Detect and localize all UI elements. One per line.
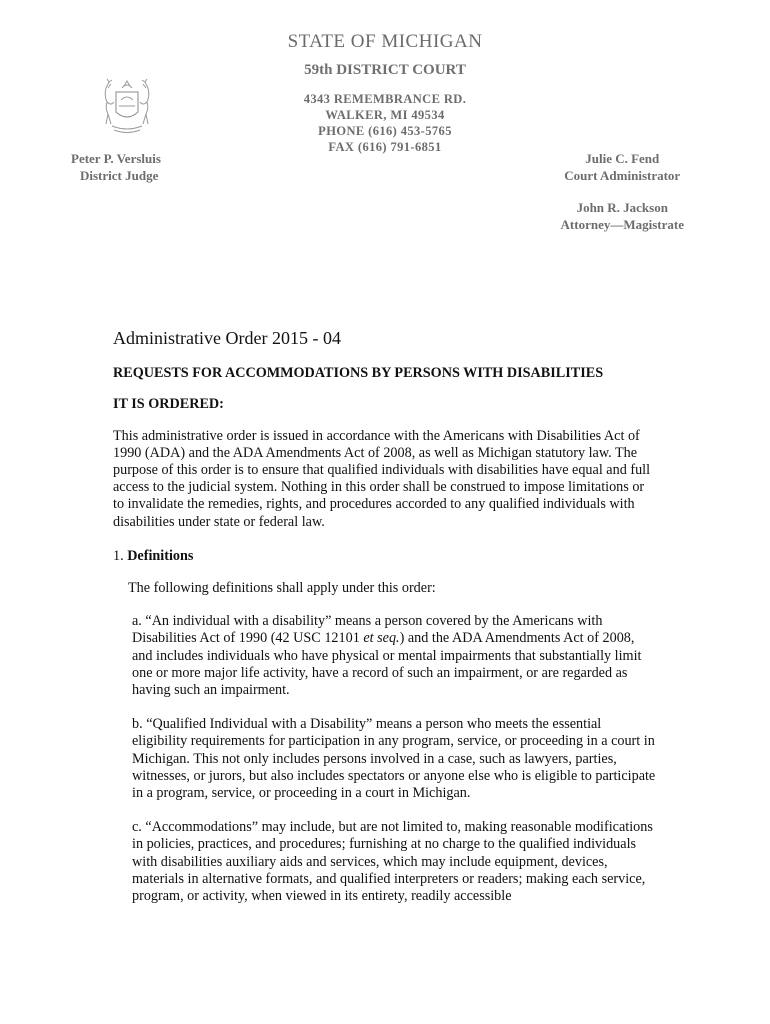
definition-a-italic: et seq. <box>363 630 400 647</box>
address-phone: PHONE (616) 453-5765 <box>318 124 452 138</box>
section-number: 1. <box>113 547 128 564</box>
ordered-heading: IT IS ORDERED: <box>113 396 224 413</box>
order-body <box>113 330 658 905</box>
definition-b: b. “Qualified Individual with a Disability” means a person who meets the essential eligibility requirements for participation in any program, service, or proceeding in a court in Michigan. This not only includes persons involved in a case, such as lawyers, parties, witnesses, or jurors, but also includes spectators or anyone else who is eligible to participate in a program, service, or proceeding in a court in Michigan. <box>132 716 656 802</box>
intro-paragraph: This administrative order is issued in accordance with the Americans with Disabilities Act of 1990 (ADA) and the ADA Amendments Act of 2008, as well as Michigan statutory law. The purpose of this order is to ensure that qualified individuals with disabilities have equal and full access to the judicial system. Nothing in this order shall be construed to impose limitations or to invalidate the remedies, rights, and procedures accorded to any qualified individuals with disabilities under state or federal law. <box>113 427 651 530</box>
magistrate-title: Attorney—Magistrate <box>560 217 684 232</box>
section-heading <box>113 548 658 565</box>
administrator-title: Court Administrator <box>564 168 681 183</box>
section-title: Definitions <box>127 547 194 564</box>
address-city: WALKER, MI 49534 <box>325 108 445 122</box>
definition-c: c. “Accommodations” may include, but are not limited to, making reasonable modifications in policies, practices, and procedures; furnishing at no charge to the qualified individuals with disabilities auxiliary aids and services, which may include equipment, devices, materials in alternative formats, and qualified interpreters or readers; making each service, program, or activity, when viewed in its entirety, readily accessible <box>132 819 653 905</box>
judge-title: District Judge <box>80 168 159 183</box>
order-subject: REQUESTS FOR ACCOMMODATIONS BY PERSONS WITH DISABILITIES <box>113 365 604 382</box>
judge-name: Peter P. Versluis <box>71 151 161 166</box>
order-title: Administrative Order 2015 - 04 <box>113 328 341 348</box>
address-fax: FAX (616) 791-6851 <box>328 140 442 154</box>
staff-block <box>561 150 684 233</box>
letterhead <box>0 0 770 240</box>
definition-a <box>113 613 658 699</box>
definition-a-text-cont: ) and the ADA Amendments Act of 2008, and includes individuals who have physical or mental impairments that substantially limit one or more major life activity, have a record of such an impairment, or are regarded as having such an impairment. <box>132 630 642 699</box>
michigan-seal-icon <box>98 78 156 136</box>
judge-block <box>71 150 161 184</box>
definition-a-text: a. “An individual with a disability” means a person covered by the Americans with Disabilities Act of 1990 (42 USC 12101 <box>132 613 603 647</box>
court-name: 59th DISTRICT COURT <box>304 62 466 78</box>
address-street: 4343 REMEMBRANCE RD. <box>303 92 467 106</box>
administrator-name: Julie C. Fend <box>585 151 660 166</box>
magistrate-name: John R. Jackson <box>576 200 668 215</box>
state-name: STATE OF MICHIGAN <box>287 31 483 52</box>
section-lead: The following definitions shall apply under this order: <box>128 580 436 597</box>
